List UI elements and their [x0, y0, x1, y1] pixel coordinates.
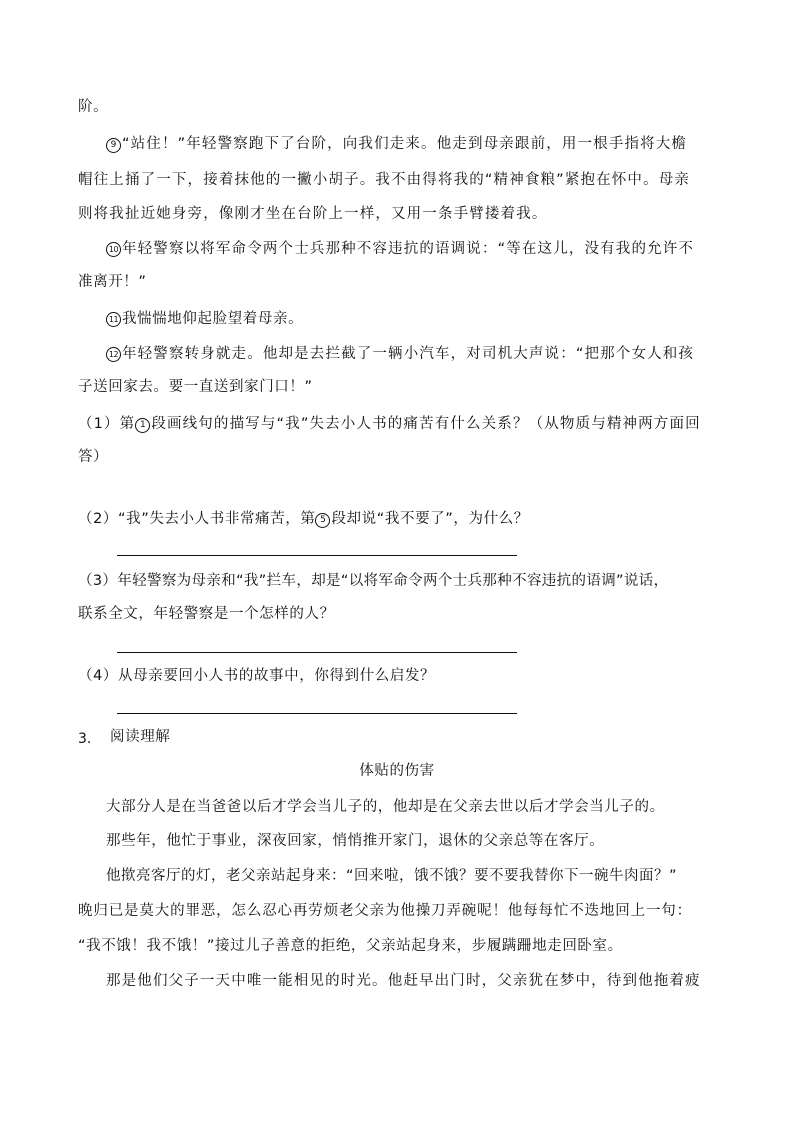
article-title: 体贴的伤害	[359, 763, 435, 779]
article-paragraph-2: 那些年，他忙于事业，深夜回家，悄悄推开家门，退休的父亲总等在客厅。	[106, 833, 605, 849]
paragraph-10-line-2: 准离开！”	[78, 274, 147, 290]
paragraph-9-line-1	[106, 135, 723, 153]
question-1-line-2: 答）	[78, 449, 109, 465]
paragraph-10-line-1	[106, 240, 723, 258]
article-paragraph-3-line-1: 他揿亮客厅的灯，老父亲站起身来：“回来啦，饿不饿？要不要我替你下一碗牛肉面？”	[106, 868, 678, 884]
paragraph-number-10: 10	[106, 242, 121, 257]
paragraph-9-line-2: 帽往上捅了一下，接着抹他的一撇小胡子。我不由得将我的“精神食粮”紧抱在怀中。母亲	[78, 172, 691, 188]
paragraph-11-text: 我惴惴地仰起脸望着母亲。	[122, 311, 304, 327]
paragraph-12-text: 年轻警察转身就走。他却是去拦截了一辆小汽车，对司机大声说：“把那个女人和孩	[122, 346, 695, 362]
question-3-line-2: 联系全文，年轻警察是一个怎样的人？	[78, 606, 335, 622]
paragraph-12-line-2: 子送回家去。要一直送到家门口！”	[78, 379, 313, 395]
question-1-text: 段画线句的描写与“我”失去小人书的痛苦有什么关系？（从物质与精神两方面回	[151, 416, 701, 432]
question-1-prefix: （1）第	[78, 416, 136, 432]
paragraph-number-9: 9	[106, 138, 121, 153]
answer-line-2[interactable]	[117, 555, 517, 556]
section-3-number: 3.	[78, 731, 92, 747]
paragraph-ref-5: 5	[315, 513, 330, 528]
paragraph-number-11: 11	[106, 312, 121, 327]
paragraph-10-text: 年轻警察以将军命令两个士兵那种不容违抗的语调说：“等在这儿，没有我的允许不	[122, 241, 695, 257]
question-4: （4）从母亲要回小人书的故事中，你得到什么启发？	[78, 668, 436, 684]
question-1-line-1	[78, 415, 723, 433]
paragraph-ref-1: 1	[135, 418, 150, 433]
question-2-suffix: 段却说“我不要了”，为什么？	[331, 511, 529, 527]
article-paragraph-1: 大部分人是在当爸爸以后才学会当儿子的，他却是在父亲去世以后才学会当儿子的。	[106, 799, 665, 815]
article-paragraph-3-line-3: “我不饿！我不饿！”接过儿子善意的拒绝，父亲站起身来，步履蹒跚地走回卧室。	[78, 938, 623, 954]
section-3-label: 阅读理解	[110, 729, 171, 745]
paragraph-9-text: “站住！”年轻警察跑下了台阶，向我们走来。他走到母亲跟前，用一根手指将大檐	[122, 136, 688, 152]
answer-line-4[interactable]	[117, 713, 517, 714]
question-2	[78, 510, 723, 528]
question-3-line-1: （3）年轻警察为母亲和“我”拦车，却是“以将军命令两个士兵那种不容违抗的语调”说话，	[78, 573, 669, 589]
answer-line-3[interactable]	[117, 652, 517, 653]
paragraph-number-12: 12	[106, 347, 121, 362]
story-line-stair: 阶。	[78, 99, 109, 115]
question-2-prefix: （2）“我”失去小人书非常痛苦，第	[78, 511, 316, 527]
article-paragraph-4-line-1: 那是他们父子一天中唯一能相见的时光。他赶早出门时，父亲犹在梦中，待到他拖着疲	[106, 973, 701, 989]
paragraph-12-line-1	[106, 345, 723, 363]
paragraph-11-line-1	[106, 310, 723, 328]
article-paragraph-3-line-2: 晚归已是莫大的罪恶，怎么忍心再劳烦老父亲为他操刀弄碗呢！他每每忙不迭地回上一句：	[78, 903, 692, 919]
paragraph-9-line-3: 则将我扯近她身旁，像刚才坐在台阶上一样，又用一条手臂搂着我。	[78, 206, 548, 222]
